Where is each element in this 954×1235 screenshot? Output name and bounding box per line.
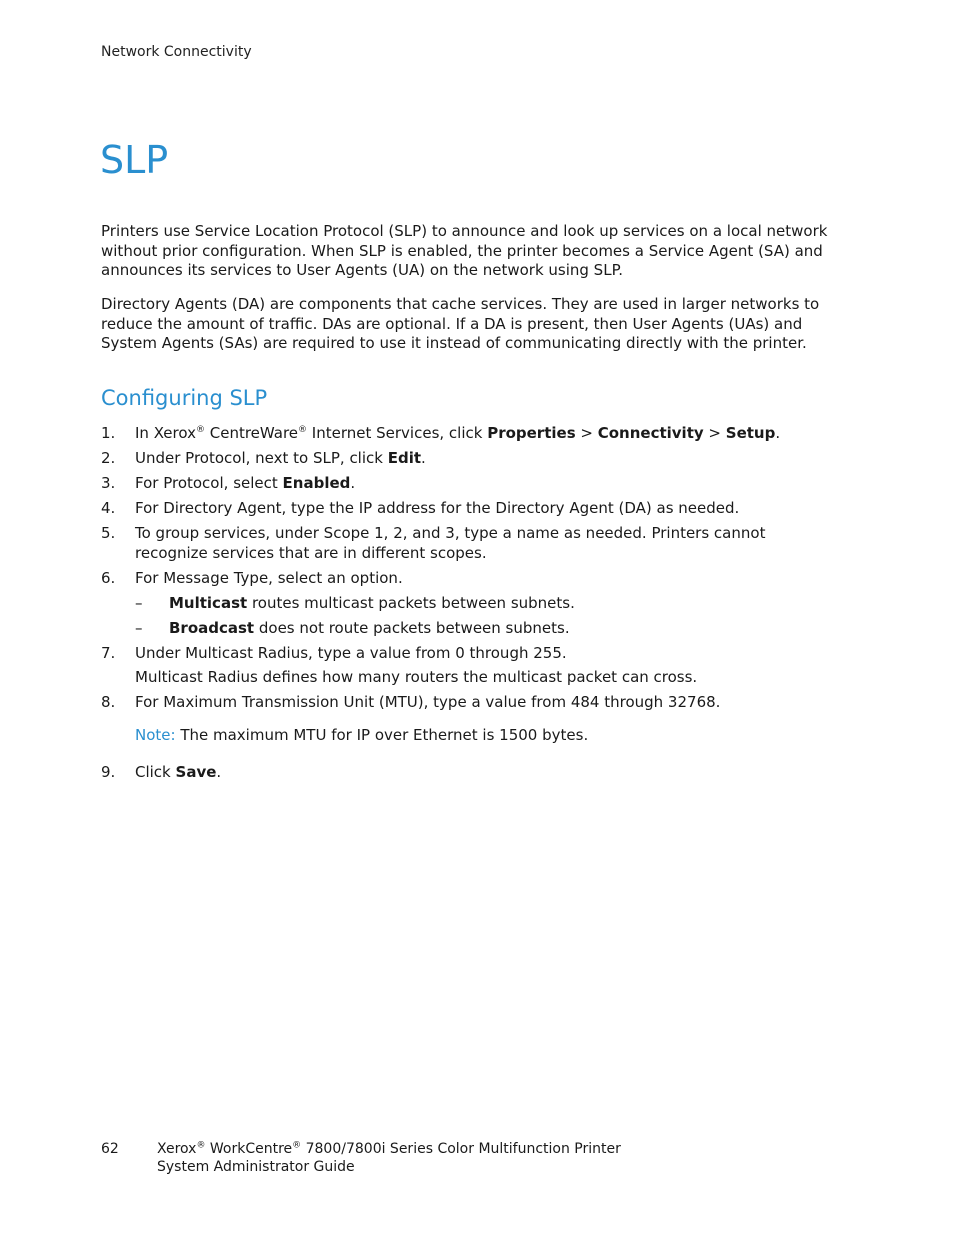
intro-paragraph-2: Directory Agents (DA) are components that cache services. They are used in larger networks to reduce the amount of traffic. DAs are optional. If a DA is present, then User Agents (UAs) and System Agents (SAs) are required to use it instead of communicating directly with the printer. [101, 295, 820, 352]
ui-term-enabled: Enabled [282, 474, 351, 492]
ui-term-edit: Edit [387, 449, 422, 467]
step-3 [101, 474, 851, 494]
step-number: 6. [101, 569, 116, 587]
radius-explanation: Multicast Radius defines how many routers the multicast packet can cross. [135, 668, 698, 686]
step-9 [101, 763, 851, 783]
ui-term-connectivity: Connectivity [597, 424, 704, 442]
step-number: 4. [101, 499, 116, 517]
step-number: 5. [101, 524, 116, 542]
footer-product-line: Xerox® WorkCentre® 7800/7800i Series Color Multifunction Printer [157, 1140, 621, 1157]
step-text: For Directory Agent, type the IP address for the Directory Agent (DA) as needed. [135, 499, 740, 517]
step-4 [101, 499, 851, 519]
running-header: Network Connectivity [101, 44, 252, 60]
note [135, 726, 835, 746]
step-number: 8. [101, 693, 116, 711]
step-number: 9. [101, 763, 116, 781]
step-number: 2. [101, 449, 116, 467]
ui-term-save: Save [175, 763, 217, 781]
dash-bullet: – [135, 619, 143, 637]
page-title: SLP [100, 138, 169, 182]
footer-guide-line: System Administrator Guide [157, 1158, 355, 1175]
message-option-broadcast: – Broadcast does not route packets between subnets. [135, 619, 570, 637]
ui-term-setup: Setup [725, 424, 776, 442]
option-name: Broadcast [169, 619, 255, 637]
dash-bullet: – [135, 594, 143, 612]
step-1 [101, 424, 851, 444]
step-text: For Maximum Transmission Unit (MTU), type a value from 484 through 32768. [135, 693, 721, 711]
option-name: Multicast [169, 594, 248, 612]
step-number: 7. [101, 644, 116, 662]
note-text: The maximum MTU for IP over Ethernet is 1500 bytes. [175, 726, 589, 744]
step-text: For Message Type, select an option. [135, 569, 403, 587]
page-number: 62 [101, 1141, 119, 1157]
step-2 [101, 449, 851, 469]
step-number: 3. [101, 474, 116, 492]
step-text: Click Save. [135, 763, 222, 781]
step-text: In Xerox® CentreWare® Internet Services, click Properties > Connectivity > Setup. [135, 424, 781, 442]
step-8 [101, 693, 851, 713]
step-number: 1. [101, 424, 116, 442]
footer-product [157, 1141, 621, 1176]
step-6 [101, 569, 851, 589]
section-heading: Configuring SLP [101, 386, 268, 410]
intro-paragraph-1: Printers use Service Location Protocol (SLP) to announce and look up services on a local network without prior configuration. When SLP is enabled, the printer becomes a Service Agent (SA) and announces its services to User Agents (UA) on the network using SLP. [101, 222, 828, 279]
step-text: Under Multicast Radius, type a value from 0 through 255. [135, 644, 567, 662]
step-text: Under Protocol, next to SLP, click Edit. [135, 449, 426, 467]
step-text: To group services, under Scope 1, 2, and 3, type a name as needed. Printers cannot recognize services that are in different scopes. [135, 524, 766, 562]
step-text: For Protocol, select Enabled. [135, 474, 356, 492]
ui-term-properties: Properties [487, 424, 576, 442]
step-5 [101, 524, 801, 563]
note-label: Note: [135, 726, 176, 744]
message-option-multicast: – Multicast routes multicast packets between subnets. [135, 594, 575, 612]
step-7 [101, 644, 851, 664]
